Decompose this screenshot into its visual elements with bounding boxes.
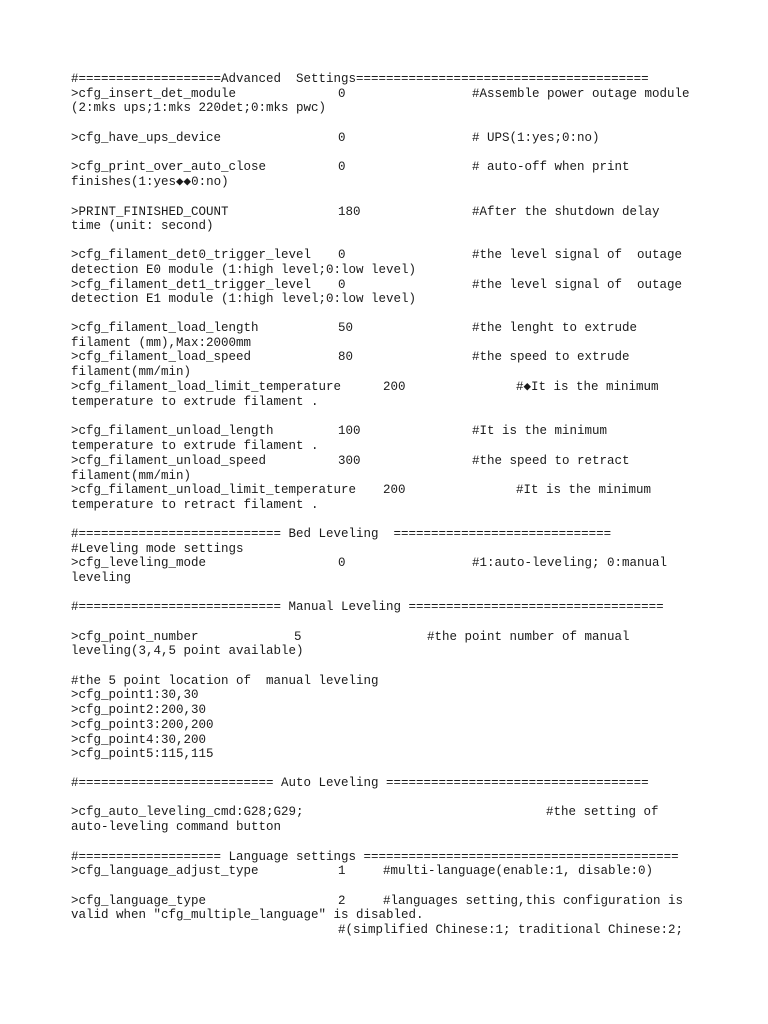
config-key: >cfg_filament_det1_trigger_level: [71, 278, 312, 292]
point-text: >cfg_point3:200,200: [71, 718, 214, 732]
config-line-language-adjust-type: [71, 864, 654, 879]
config-value: 50: [338, 321, 354, 335]
config-line-have-ups-device: [71, 131, 600, 146]
config-comment-cont: leveling(3,4,5 point available): [71, 644, 304, 658]
config-key: >PRINT_FINISHED_COUNT: [71, 205, 229, 219]
config-key: >cfg_language_adjust_type: [71, 864, 259, 878]
config-line-point-number: [71, 630, 630, 645]
config-line-continuation: [71, 498, 319, 513]
config-comment: #It is the minimum: [516, 483, 652, 497]
config-line-point5: [71, 747, 214, 762]
config-comment-cont: filament (mm),Max:2000mm: [71, 336, 252, 350]
config-value: 0: [338, 131, 346, 145]
config-comment: #the level signal of outage: [472, 248, 683, 262]
config-key: >cfg_filament_unload_limit_temperature: [71, 483, 357, 497]
config-comment-cont: finishes(1:yes◆◆0:no): [71, 175, 229, 189]
section-header-text: #=================== Language settings ==========================================: [71, 850, 679, 864]
config-line-continuation: [71, 469, 191, 484]
config-value: 1: [338, 864, 346, 878]
config-comment: #the lenght to extrude: [472, 321, 638, 335]
config-line-filament-load-speed: [71, 350, 630, 365]
section-header-text: #========================== Auto Leveling ===================================: [71, 776, 649, 790]
point-text: >cfg_point1:30,30: [71, 688, 199, 702]
config-comment-cont: valid when "cfg_multiple_language" is disabled.: [71, 908, 424, 922]
config-value: 200: [383, 483, 406, 497]
config-comment: # UPS(1:yes;0:no): [472, 131, 600, 145]
config-value: 200: [383, 380, 406, 394]
config-comment-cont: detection E0 module (1:high level;0:low level): [71, 263, 417, 277]
section-header-text: #===================Advanced Settings=======================================: [71, 72, 649, 86]
config-comment: #the setting of: [546, 805, 659, 819]
config-line-continuation: [71, 395, 319, 410]
config-key: >cfg_filament_det0_trigger_level: [71, 248, 312, 262]
config-key: >cfg_filament_unload_length: [71, 424, 274, 438]
config-line-filament-load-length: [71, 321, 638, 336]
config-line-continuation: [71, 336, 251, 351]
config-comment: #It is the minimum: [472, 424, 608, 438]
config-line-auto-leveling-cmd: [71, 805, 659, 820]
config-comment: # auto-off when print: [472, 160, 630, 174]
config-comment-cont: leveling: [71, 571, 132, 585]
config-key: >cfg_language_type: [71, 894, 207, 908]
config-line-print-over-auto-close: [71, 160, 630, 175]
config-line-continuation: [71, 292, 416, 307]
config-line-point4: [71, 733, 206, 748]
config-comment-cont: temperature to extrude filament .: [71, 395, 319, 409]
note-text: #the 5 point location of manual leveling: [71, 674, 379, 688]
section-header-manual-leveling: [71, 600, 664, 615]
config-key: >cfg_filament_load_length: [71, 321, 259, 335]
point-text: >cfg_point4:30,200: [71, 733, 207, 747]
config-line-continuation: [71, 439, 319, 454]
config-line-continuation: [71, 101, 326, 116]
config-comment: #the speed to retract: [472, 454, 630, 468]
config-comment-cont: auto-leveling command button: [71, 820, 282, 834]
config-line-leveling-mode: [71, 556, 668, 571]
config-line-filament-load-limit-temperature: [71, 380, 659, 395]
config-line-continuation: [71, 175, 229, 190]
section-header-text: #=========================== Bed Leveling =============================: [71, 527, 612, 541]
config-key: >cfg_have_ups_device: [71, 131, 222, 145]
section-header-bed-leveling: [71, 527, 611, 542]
config-value: 0: [338, 160, 346, 174]
config-comment: #◆It is the minimum: [516, 380, 659, 394]
config-comment-cont: time (unit: second): [71, 219, 214, 233]
config-line-language-type: [71, 894, 684, 909]
config-line-point1: [71, 688, 199, 703]
config-key: >cfg_insert_det_module: [71, 87, 237, 101]
section-note: [71, 674, 379, 689]
config-line-continuation: [71, 219, 214, 234]
config-line-continuation: [71, 644, 304, 659]
config-key: >cfg_point_number: [71, 630, 199, 644]
config-value: 0: [338, 556, 346, 570]
section-header-language-settings: [71, 850, 679, 865]
config-comment: #languages setting,this configuration is: [383, 894, 684, 908]
config-value: 0: [338, 87, 346, 101]
config-value: 100: [338, 424, 361, 438]
config-line-continuation: [71, 365, 191, 380]
config-comment: #Assemble power outage module: [472, 87, 690, 101]
config-key: >cfg_filament_load_limit_temperature: [71, 380, 342, 394]
config-comment-cont: detection E1 module (1:high level;0:low level): [71, 292, 417, 306]
config-comment: #multi-language(enable:1, disable:0): [383, 864, 654, 878]
config-key: >cfg_print_over_auto_close: [71, 160, 267, 174]
point-text: >cfg_point2:200,30: [71, 703, 207, 717]
section-note: [71, 542, 244, 557]
config-key: >cfg_filament_load_speed: [71, 350, 252, 364]
section-header-text: #=========================== Manual Leveling ==================================: [71, 600, 664, 614]
config-comment: #1:auto-leveling; 0:manual: [472, 556, 668, 570]
config-line-continuation: [71, 908, 424, 923]
config-value: 0: [338, 248, 346, 262]
config-line-filament-det1-trigger-level: [71, 278, 683, 293]
config-line-continuation: [71, 263, 416, 278]
config-comment: #the speed to extrude: [472, 350, 630, 364]
config-line-continuation: [71, 571, 131, 586]
config-comment-cont: temperature to retract filament .: [71, 498, 319, 512]
config-line-filament-unload-length: [71, 424, 608, 439]
config-value: 180: [338, 205, 361, 219]
config-line-filament-unload-limit-temperature: [71, 483, 652, 498]
config-value: 80: [338, 350, 354, 364]
config-comment: #the level signal of outage: [472, 278, 683, 292]
point-text: >cfg_point5:115,115: [71, 747, 214, 761]
config-key: >cfg_filament_unload_speed: [71, 454, 267, 468]
config-value: 300: [338, 454, 361, 468]
config-comment: #the point number of manual: [427, 630, 630, 644]
config-comment-cont: filament(mm/min): [71, 469, 192, 483]
section-header-advanced-settings: [71, 72, 649, 87]
config-line-point2: [71, 703, 206, 718]
config-line-point3: [71, 718, 214, 733]
config-value: 2: [338, 894, 346, 908]
config-comment-cont: (2:mks ups;1:mks 220det;0:mks pwc): [71, 101, 327, 115]
config-line-filament-det0-trigger-level: [71, 248, 683, 263]
config-key: >cfg_leveling_mode: [71, 556, 207, 570]
section-header-auto-leveling: [71, 776, 649, 791]
config-key: >cfg_auto_leveling_cmd:G28;G29;: [71, 805, 304, 819]
config-line-filament-unload-speed: [71, 454, 630, 469]
config-comment-cont: #(simplified Chinese:1; traditional Chinese:2;: [338, 923, 684, 937]
config-comment-cont: filament(mm/min): [71, 365, 192, 379]
config-line-print-finished-count: [71, 205, 660, 220]
config-comment-cont: temperature to extrude filament .: [71, 439, 319, 453]
config-line-continuation: [71, 820, 281, 835]
config-value: 0: [338, 278, 346, 292]
config-comment: #After the shutdown delay: [472, 205, 660, 219]
note-text: #Leveling mode settings: [71, 542, 244, 556]
config-line-insert-det-module: [71, 87, 690, 102]
config-value: 5: [294, 630, 302, 644]
